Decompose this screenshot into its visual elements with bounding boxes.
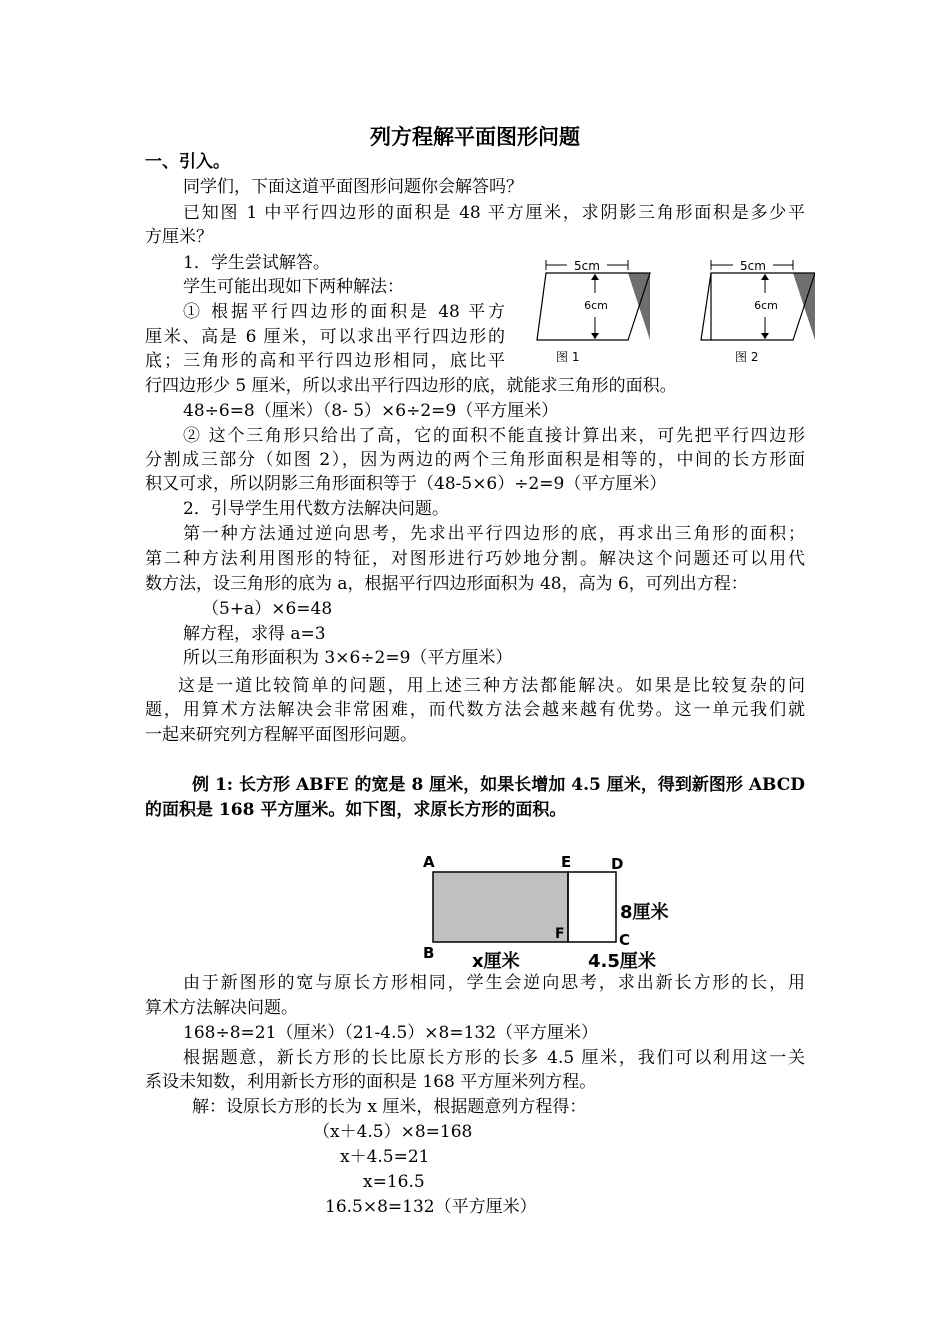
example-1-heading-line-2: 的面积是 168 平方厘米。如下图，求原长方形的面积。 [145, 800, 567, 820]
solution-step-1: （x＋4.5）×8=168 [313, 1122, 473, 1142]
example-1-paragraph-2-line-1: 根据题意，新长方形的长比原长方形的长多 4.5 厘米，我们可以利用这一关 [183, 1048, 805, 1068]
method-1-calculation: 48÷6=8（厘米）（8- 5）×6÷2=9（平方厘米） [183, 401, 559, 421]
example-1-calculation: 168÷8=21（厘米）（21-4.5）×8=132（平方厘米） [183, 1023, 599, 1043]
page-title: 列方程解平面图形问题 [370, 124, 580, 149]
figure-2-caption: 图 2 [735, 350, 759, 364]
label-e: E [561, 853, 572, 871]
example-1-solution-intro: 解：设原长方形的长为 x 厘米，根据题意列方程得： [192, 1097, 587, 1117]
method-1-line-1: ① 根据平行四边形的面积是 48 平方 [183, 302, 505, 322]
paragraph-4-line-3: 一起来研究列方程解平面图形问题。 [145, 725, 417, 745]
parallelogram-figures [535, 255, 815, 370]
figure-1-caption: 图 1 [556, 350, 580, 364]
method-1-line-4: 行四边形少 5 厘米，所以求出平行四边形的底，就能求三角形的面积。 [145, 376, 677, 396]
solution-step-4: 16.5×8=132（平方厘米） [325, 1197, 537, 1217]
intro-paragraph-2-line-1: 已知图 1 中平行四边形的面积是 48 平方厘米，求阴影三角形面积是多少平 [183, 203, 805, 223]
width-label: 8厘米 [620, 902, 669, 923]
intro-paragraph-2-line-2: 方厘米？ [145, 227, 213, 247]
figure-2 [701, 259, 815, 364]
step-2-heading: 2．引导学生用代数方法解决问题。 [183, 499, 449, 519]
equation-line-2: 解方程，求得 a=3 [183, 624, 326, 644]
figure-2-width-label: 5cm [740, 259, 766, 273]
paragraph-3-line-3: 数方法，设三角形的底为 a，根据平行四边形面积为 48，高为 6，可列出方程： [145, 574, 748, 594]
example-1-paragraph-1-line-1: 由于新图形的宽与原长方形相同，学生会逆向思考，求出新长方形的长，用 [183, 973, 805, 993]
method-1-line-3: 底；三角形的高和平行四边形相同，底比平 [145, 351, 505, 371]
step-1-text: 学生可能出现如下两种解法： [183, 277, 404, 297]
figure-1 [537, 259, 650, 364]
label-c: C [619, 931, 631, 949]
original-length-label: x厘米 [472, 951, 520, 972]
method-2-line-1: ② 这个三角形只给出了高，它的面积不能直接计算出来，可先把平行四边形 [183, 426, 805, 446]
example-1-heading-line-1: 例 1: 长方形 ABFE 的宽是 8 厘米，如果长增加 4.5 厘米，得到新图形 ABCD [192, 775, 805, 795]
rectangle-abfe-shaded [433, 872, 568, 942]
equation-line-3: 所以三角形面积为 3×6÷2=9（平方厘米） [183, 648, 513, 668]
method-2-line-2: 分割成三部分（如图 2），因为两边的两个三角形面积是相等的，中间的长方形面 [145, 450, 805, 470]
section-heading-intro: 一、引入。 [145, 152, 230, 172]
label-f: F [555, 926, 565, 942]
intro-paragraph-1: 同学们，下面这道平面图形问题你会解答吗？ [183, 177, 523, 197]
method-1-line-2: 厘米、高是 6 厘米，可以求出平行四边形的 [145, 327, 505, 347]
figure-1-height-label: 6cm [584, 299, 608, 312]
label-d: D [611, 855, 624, 873]
solution-step-3: x=16.5 [363, 1172, 425, 1192]
label-a: A [423, 853, 435, 871]
figure-2-height-label: 6cm [754, 299, 778, 312]
rectangle-figure [415, 850, 715, 975]
paragraph-4-line-1: 这是一道比较简单的问题，用上述三种方法都能解决。如果是比较复杂的问 [178, 676, 805, 696]
example-1-paragraph-1-line-2: 算术方法解决问题。 [145, 998, 298, 1018]
paragraph-3-line-1: 第一种方法通过逆向思考，先求出平行四边形的底，再求出三角形的面积； [183, 524, 805, 544]
paragraph-4-line-2: 题，用算术方法解决会非常困难，而代数方法会越来越有优势。这一单元我们就 [145, 700, 805, 720]
extension-length-label: 4.5厘米 [588, 951, 656, 972]
figure-1-width-label: 5cm [574, 259, 600, 273]
solution-step-2: x＋4.5=21 [340, 1147, 430, 1167]
example-1-paragraph-2-line-2: 系设未知数，利用新长方形的面积是 168 平方厘米列方程。 [145, 1072, 597, 1092]
step-1-heading: 1．学生尝试解答。 [183, 253, 330, 273]
method-2-line-3: 积又可求，所以阴影三角形面积等于（48-5×6）÷2=9（平方厘米） [145, 474, 667, 494]
paragraph-3-line-2: 第二种方法利用图形的特征，对图形进行巧妙地分割。解决这个问题还可以用代 [145, 549, 805, 569]
equation-line-1: （5+a）×6=48 [202, 599, 333, 619]
label-b: B [423, 944, 435, 962]
rectangle-extension-efcd [568, 872, 616, 942]
